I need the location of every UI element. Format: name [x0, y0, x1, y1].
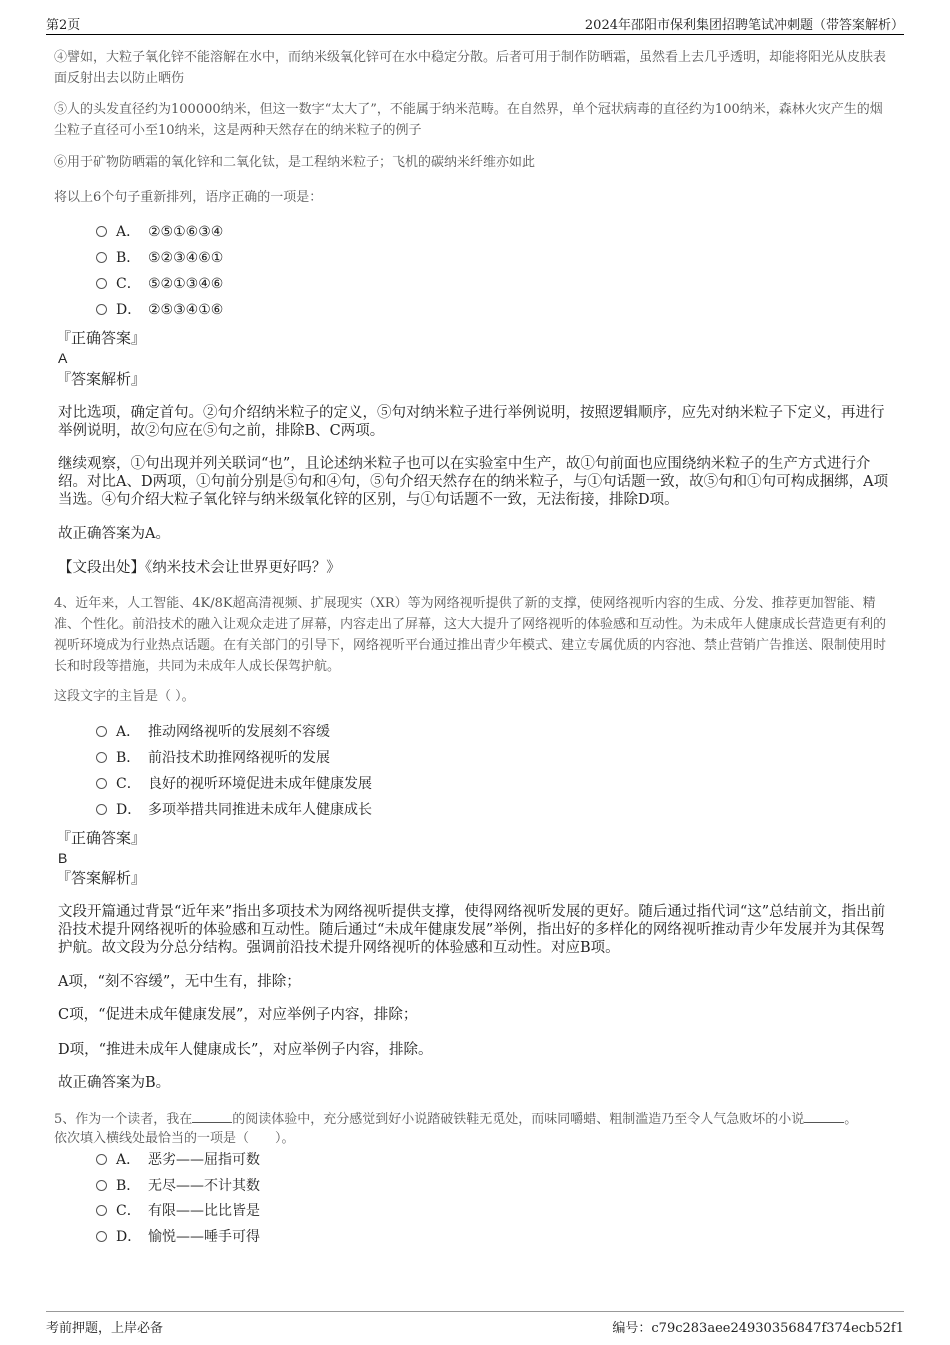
q4-analysis-label: 『答案解析』: [56, 869, 147, 887]
option-text: 前沿技术助推网络视听的发展: [148, 750, 330, 766]
radio-icon[interactable]: [96, 226, 107, 237]
q4-option-c[interactable]: C． 良好的视听环境促进未成年健康发展: [96, 774, 372, 794]
radio-icon[interactable]: [96, 778, 107, 789]
option-text: 无尽——不计其数: [148, 1178, 260, 1194]
q4-answer: B: [58, 850, 68, 866]
q3-prompt: 将以上6个句子重新排列，语序正确的一项是：: [54, 190, 323, 205]
option-text: 多项举措共同推进未成年人健康成长: [148, 802, 372, 818]
q3-answer: A: [58, 350, 68, 366]
q3-sentence-5: ⑤人的头发直径约为100000纳米，但这一数字“太大了”，不能属于纳米范畴。在自然界，单个冠状病毒的直径约为100纳米，森林火灾产生的烟尘粒子直径可小至10纳米，这是两种天然存在的纳米粒子的例子: [54, 102, 883, 138]
option-text: ②⑤①⑥③④: [148, 224, 224, 240]
q4-analysis-option-a: A项，“刻不容缓”，无中生有，排除；: [58, 974, 301, 990]
option-text: 恶劣——屈指可数: [148, 1152, 260, 1168]
radio-icon[interactable]: [96, 252, 107, 263]
q3-sentence-4: ④譬如，大粒子氧化锌不能溶解在水中，而纳米级氧化锌可在水中稳定分散。后者可用于制作防晒霜，虽然看上去几乎透明，却能将阳光从皮肤表面反射出去以防止晒伤: [54, 50, 887, 86]
option-text: 愉悦——唾手可得: [148, 1229, 260, 1245]
q4-option-b[interactable]: B． 前沿技术助推网络视听的发展: [96, 748, 330, 768]
q5-option-b[interactable]: B． 无尽——不计其数: [96, 1176, 260, 1196]
q3-source: 【文段出处】《纳米技术会让世界更好吗？》: [58, 560, 341, 576]
page-footer: [46, 1311, 904, 1336]
q3-option-d[interactable]: D． ②⑤③④①⑥: [96, 300, 223, 320]
radio-icon[interactable]: [96, 1231, 107, 1242]
q5-option-a[interactable]: A． 恶劣——屈指可数: [96, 1150, 260, 1170]
option-text: ②⑤③④①⑥: [148, 302, 224, 318]
fill-blank: [804, 1109, 844, 1123]
option-text: 推动网络视听的发展刻不容缓: [148, 724, 330, 740]
page-header: [46, 12, 904, 35]
radio-icon[interactable]: [96, 1180, 107, 1191]
fill-blank: [192, 1109, 232, 1123]
q3-sentence-6: ⑥用于矿物防晒霜的氧化锌和二氧化钛，是工程纳米粒子；飞机的碳纳米纤维亦如此: [54, 155, 536, 170]
q5-text: 5、作为一个读者，我在 的阅读体验中，充分感觉到好小说踏破铁鞋无觅处，而味同嚼蜡、粗制滥造乃至令人气急败坏的小说 。: [54, 1109, 894, 1130]
q3-option-c[interactable]: C． ⑤②①③④⑥: [96, 274, 223, 294]
q3-option-a[interactable]: A． ②⑤①⑥③④: [96, 222, 223, 242]
q4-analysis-option-c: C项，“促进未成年健康发展”，对应举例子内容，排除；: [58, 1007, 418, 1023]
q5-option-c[interactable]: C． 有限——比比皆是: [96, 1201, 260, 1221]
option-text: 有限——比比皆是: [148, 1203, 260, 1219]
q3-analysis-paragraph: 对比选项，确定首句。②句介绍纳米粒子的定义，⑤句对纳米粒子进行举例说明，按照逻辑顺序，应先对纳米粒子下定义，再进行举例说明，故②句应在⑤句之前，排除B、C两项。: [58, 405, 885, 439]
q3-analysis-conclusion: 故正确答案为A。: [58, 526, 170, 542]
radio-icon[interactable]: [96, 752, 107, 763]
radio-icon[interactable]: [96, 1205, 107, 1216]
radio-icon[interactable]: [96, 278, 107, 289]
q4-analysis-paragraph: 文段开篇通过背景“近年来”指出多项技术为网络视听提供支撑，使得网络视听发展的更好。随后通过指代词“这”总结前文，指出前沿技术提升网络视听的体验感和互动性。随后通过“未成年健康发展”举例，指出好的多样化的网络视听推动青少年发展并为其保驾护航。故文段为分总分结构。强调前沿技术提升网络视听的体验感和互动性。对应B项。: [58, 904, 886, 956]
q4-text: 4、近年来，人工智能、4K/8K超高清视频、扩展现实（XR）等为网络视听提供了新的支撑，使网络视听内容的生成、分发、推荐更加智能、精准、个性化。前沿技术的融入让观众走进了屏幕，内容走出了屏幕，这大大提升了网络视听的体验感和互动性。为未成年人健康成长营造更有利的视听环境成为行业热点话题。在有关部门的引导下，网络视听平台通过推出青少年模式、建立专属优质的内容池、禁止营销广告推送、限制使用时长和时段等措施，共同为未成年人成长保驾护航。: [54, 596, 887, 674]
q4-prompt: 这段文字的主旨是（ ）。: [54, 689, 195, 704]
document-id: 编号：c79c283aee24930356847f374ecb52f1: [612, 1321, 904, 1336]
option-text: ⑤②①③④⑥: [148, 276, 224, 292]
radio-icon[interactable]: [96, 1154, 107, 1165]
document-title: 2024年邵阳市保利集团招聘笔试冲刺题（带答案解析）: [584, 18, 904, 33]
q4-analysis-option-d: D项，“推进未成年人健康成长”，对应举例子内容，排除。: [58, 1042, 433, 1058]
q3-option-b[interactable]: B． ⑤②③④⑥①: [96, 248, 223, 268]
q4-analysis-conclusion: 故正确答案为B。: [58, 1075, 171, 1091]
q4-option-d[interactable]: D． 多项举措共同推进未成年人健康成长: [96, 800, 372, 820]
q4-option-a[interactable]: A． 推动网络视听的发展刻不容缓: [96, 722, 330, 742]
page-number: 第2页: [46, 18, 81, 33]
q4-answer-label: 『正确答案』: [56, 829, 147, 847]
radio-icon[interactable]: [96, 726, 107, 737]
q3-answer-label: 『正确答案』: [56, 329, 147, 347]
option-text: 良好的视听环境促进未成年健康发展: [148, 776, 372, 792]
q5-prompt: 依次填入横线处最恰当的一项是（ ）。: [54, 1131, 295, 1146]
q3-analysis-paragraph: 继续观察，①句出现并列关联词“也”，且论述纳米粒子也可以在实验室中生产，故①句前面也应围绕纳米粒子的生产方式进行介绍。对比A、D两项，①句前分别是⑤句和④句，⑤句介绍天然存在的纳米粒子，与①句话题一致，故⑤句和①句可构成捆绑，A项当选。④句介绍大粒子氧化锌与纳米级氧化锌的区别，与①句话题不一致，无法衔接，排除D项。: [58, 456, 889, 508]
radio-icon[interactable]: [96, 304, 107, 315]
q5-option-d[interactable]: D． 愉悦——唾手可得: [96, 1227, 260, 1247]
q3-analysis-label: 『答案解析』: [56, 370, 147, 388]
option-text: ⑤②③④⑥①: [148, 250, 224, 266]
footer-slogan: 考前押题，上岸必备: [46, 1321, 164, 1336]
radio-icon[interactable]: [96, 804, 107, 815]
